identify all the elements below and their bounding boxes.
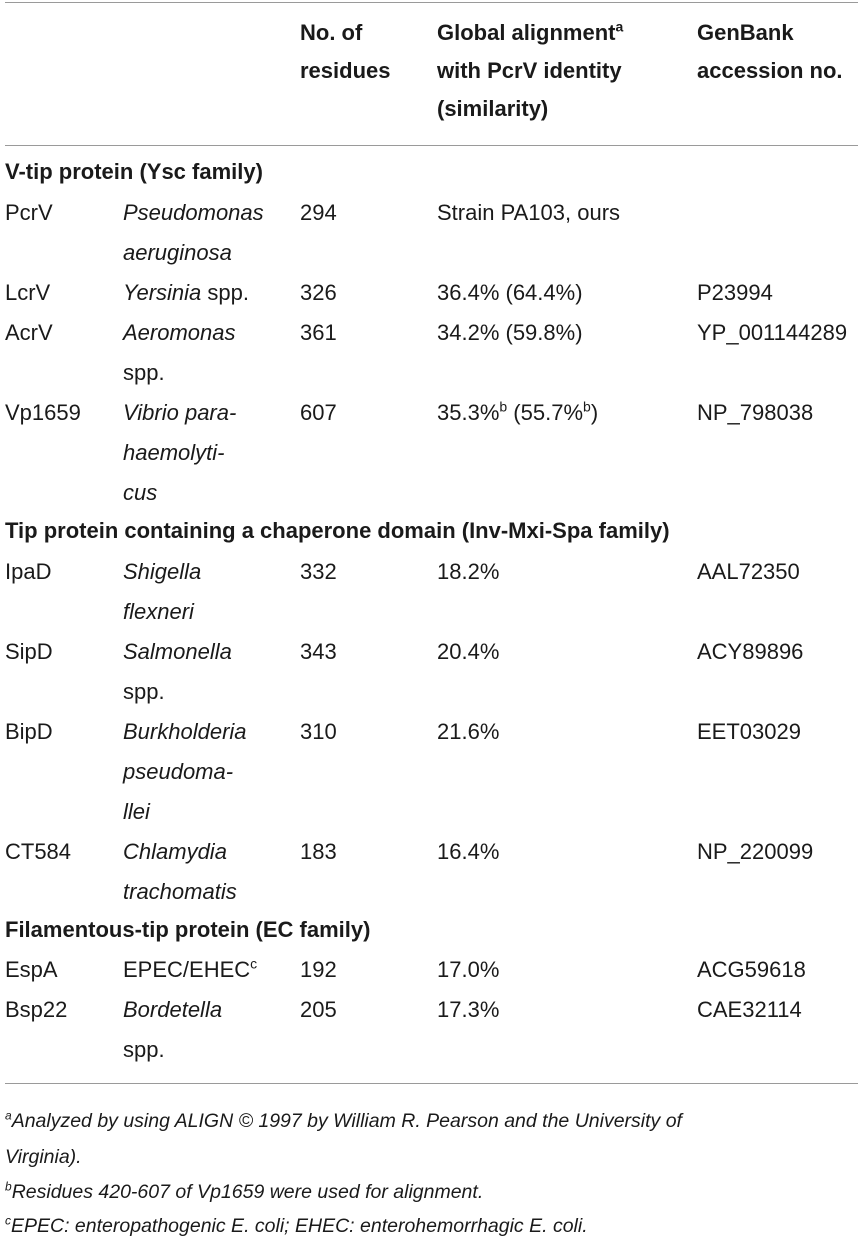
alignment: 35.3%$^b$ (55.7%$^b$) — [437, 398, 599, 425]
organism: Vibrio para- haemolyti- cus — [123, 400, 237, 505]
residues: 192 — [300, 957, 337, 982]
organism: Burkholderia pseudoma- llei — [123, 719, 247, 824]
accession: CAE32114 — [697, 997, 802, 1022]
footnote-a: $^a$Analyzed by using ALIGN © 1997 by William R. Pearson and the University of Virginia). — [5, 1108, 682, 1168]
protein-name: Vp1659 — [5, 400, 81, 425]
residues: 183 — [300, 839, 337, 864]
protein-name: SipD — [5, 639, 53, 664]
protein-name: BipD — [5, 719, 53, 744]
residues: 326 — [300, 280, 337, 305]
residues: 332 — [300, 559, 337, 584]
organism: Salmonella spp. — [123, 639, 232, 704]
alignment: 17.0% — [437, 957, 500, 982]
footnote-b: $^b$Residues 420-607 of Vp1659 were used for alignment. — [5, 1179, 484, 1203]
accession: ACY89896 — [697, 639, 804, 664]
organism: Bordetella spp. — [123, 997, 223, 1062]
alignment: 16.4% — [437, 839, 500, 864]
accession: NP_798038 — [697, 400, 814, 425]
top-rule — [5, 2, 858, 3]
header-genbank: GenBank accession no. — [697, 20, 843, 83]
protein-name: IpaD — [5, 559, 52, 584]
organism: Aeromonas spp. — [123, 320, 236, 385]
section-title: Tip protein containing a chaperone domain (Inv-Mxi-Spa family) — [5, 518, 670, 543]
residues: 294 — [300, 200, 337, 225]
accession: NP_220099 — [697, 839, 814, 864]
protein-name: Bsp22 — [5, 997, 68, 1022]
residues: 310 — [300, 719, 337, 744]
header-residues: No. of residues — [300, 20, 391, 83]
alignment: 17.3% — [437, 997, 500, 1022]
accession: P23994 — [697, 280, 773, 305]
organism: Shigella flexneri — [123, 559, 202, 624]
organism: Chlamydia trachomatis — [123, 839, 237, 904]
organism: Pseudomonas aeruginosa — [123, 200, 264, 265]
alignment: 34.2% (59.8%) — [437, 320, 583, 345]
protein-name: PcrV — [5, 200, 53, 225]
accession: YP_001144289 — [697, 320, 848, 345]
section-title: Filamentous-tip protein (EC family) — [5, 917, 371, 942]
bottom-rule — [5, 1083, 858, 1084]
protein-name: AcrV — [5, 320, 53, 345]
header-rule — [5, 145, 858, 146]
accession: EET03029 — [697, 719, 801, 744]
protein-name: EspA — [5, 957, 58, 982]
residues: 343 — [300, 639, 337, 664]
section-title: V-tip protein (Ysc family) — [5, 159, 263, 184]
accession: AAL72350 — [697, 559, 800, 584]
alignment: Strain PA103, ours — [437, 200, 621, 225]
residues: 607 — [300, 400, 337, 425]
header-alignment: Global alignment$^a$ with PcrV identity (similarity) — [437, 18, 624, 121]
accession: ACG59618 — [697, 957, 806, 982]
alignment: 36.4% (64.4%) — [437, 280, 583, 305]
alignment: 21.6% — [437, 719, 500, 744]
residues: 361 — [300, 320, 337, 345]
organism: EPEC/EHEC$^c$ — [123, 955, 258, 982]
residues: 205 — [300, 997, 337, 1022]
footnote-c: $^c$EPEC: enteropathogenic E. coli; EHEC: enterohemorrhagic E. coli. — [5, 1213, 588, 1237]
protein-name: CT584 — [5, 839, 72, 864]
organism: Yersinia spp. — [123, 280, 249, 305]
alignment: 20.4% — [437, 639, 500, 664]
alignment: 18.2% — [437, 559, 500, 584]
protein-name: LcrV — [5, 280, 51, 305]
